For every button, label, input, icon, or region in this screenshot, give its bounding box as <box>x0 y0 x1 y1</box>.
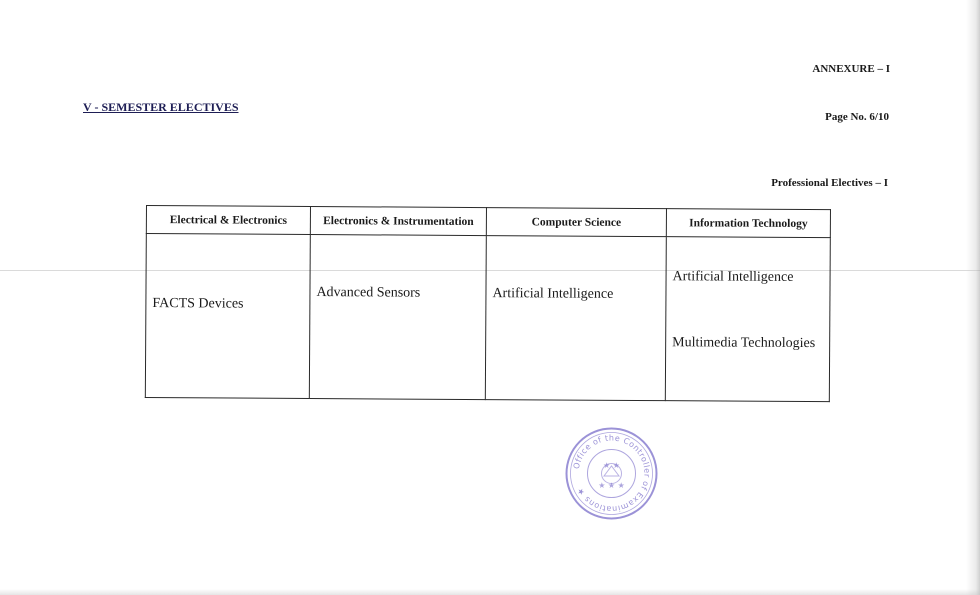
official-seal <box>564 426 659 521</box>
elective-item: FACTS Devices <box>152 296 244 312</box>
page-number: Page No. 6/10 <box>825 111 889 123</box>
elective-category: Professional Electives – I <box>771 177 888 189</box>
elective-item: Advanced Sensors <box>316 285 421 301</box>
column-header-electrical: Electrical & Electronics <box>146 206 310 235</box>
cell-electrical <box>145 234 310 399</box>
elective-item: Artificial Intelligence <box>492 286 614 302</box>
scan-edge-bottom <box>0 589 980 595</box>
svg-text:Office of the Controller of Ex: Office of the Controller of Examinations ★ <box>571 433 652 514</box>
column-header-instrumentation: Electronics & Instrumentation <box>310 207 486 236</box>
svg-text:★ ★: ★ ★ <box>603 461 620 470</box>
cell-instrumentation <box>309 235 486 400</box>
svg-text:★ ★ ★: ★ ★ ★ <box>598 481 625 490</box>
column-header-information-technology: Information Technology <box>666 209 830 238</box>
seal-graphic <box>564 426 659 521</box>
column-header-computer-science: Computer Science <box>486 208 666 237</box>
elective-item: Artificial Intelligence <box>672 269 794 285</box>
cell-information-technology <box>665 237 830 402</box>
annexure-label: ANNEXURE – I <box>812 63 890 75</box>
table-header-row <box>146 206 830 238</box>
table-row <box>145 234 830 402</box>
semester-title: V - SEMESTER ELECTIVES <box>83 100 239 114</box>
electives-table <box>145 205 830 409</box>
cell-computer-science <box>485 236 666 401</box>
scan-edge-right <box>966 0 980 595</box>
elective-item: Multimedia Technologies <box>672 335 816 352</box>
